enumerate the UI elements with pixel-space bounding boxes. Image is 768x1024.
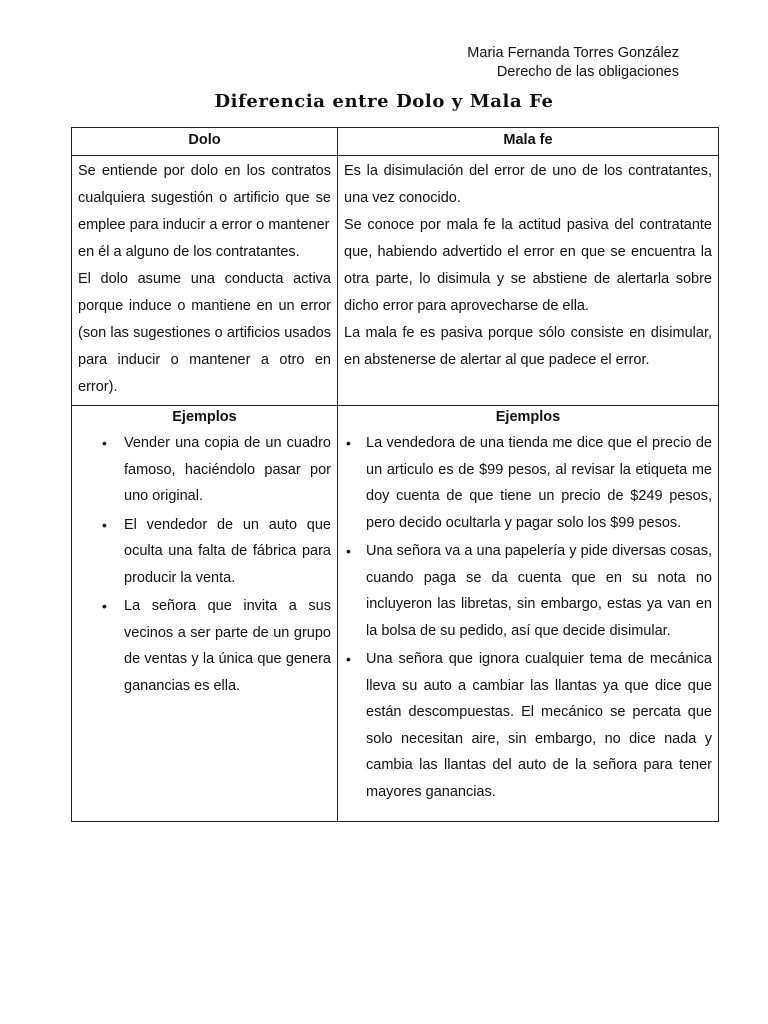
dolo-paragraph: en él a alguno de los contratantes. [78, 244, 300, 260]
bullet-icon: • [346, 651, 351, 667]
list-item [78, 593, 331, 699]
bullet-icon: • [102, 435, 107, 451]
examples-heading-dolo: Ejemplos [172, 409, 237, 425]
document-title: Diferencia entre Dolo y Mala Fe [214, 91, 554, 112]
list-item [78, 430, 331, 510]
list-item [344, 538, 712, 644]
header-row [72, 128, 719, 156]
example-text: El vendedor de un auto que oculta una falta de fábrica para producir la venta. [124, 516, 331, 586]
example-text: Vender una copia de un cuadro famoso, haciéndolo pasar por uno original. [124, 435, 331, 504]
bullet-icon: • [102, 598, 107, 614]
comparison-table [71, 127, 719, 822]
dolo-examples-list [78, 430, 331, 699]
dolo-examples-cell [72, 406, 338, 822]
example-text: La señora que invita a sus vecinos a ser parte de un grupo de ventas y la única que genera ganancias es ella. [124, 598, 331, 694]
bullet-icon: • [346, 435, 351, 451]
definition-row [72, 156, 719, 406]
author-name: Maria Fernanda Torres González [467, 45, 679, 61]
example-text: La vendedora de una tienda me dice que el precio de un articulo es de $99 pesos, al revisar la etiqueta me doy cuenta de que tiene un precio de $249 pesos, pero decido ocultarla y pagar solo los $99 pesos. [366, 435, 712, 531]
bullet-icon: • [102, 516, 107, 533]
course-name: Derecho de las obligaciones [496, 64, 679, 80]
mala-fe-paragraph: Se conoce por mala fe la actitud pasiva del contratante que, habiendo advertido el error en que se encuentra la otra parte, lo disimula y se abstiene de alertarla sobre dicho error para aprovecharse de ella. [344, 217, 712, 314]
mala-fe-paragraph: Es la disimulación del error de uno de los contratantes, una vez conocido. [344, 163, 712, 206]
examples-heading-mala-fe: Ejemplos [495, 409, 561, 425]
dolo-definition-cell [72, 156, 338, 406]
column-header-mala-fe: Mala fe [338, 128, 719, 156]
mala-fe-examples-cell [338, 406, 719, 822]
bullet-icon: • [346, 543, 351, 559]
dolo-paragraph: El dolo asume una conducta activa porque induce o mantiene en un error (son las sugestiones o artificios usados para inducir o mantener a otro en error). [78, 271, 331, 395]
example-text: Una señora que ignora cualquier tema de mecánica lleva su auto a cambiar las llantas ya que dice que están descompuestas. El mecánico se percata que solo necesitan aire, sin embargo, no dice nada y cambia las llantas del auto de la señora para tener mayores ganancias. [366, 651, 712, 800]
list-item [344, 430, 712, 536]
examples-row [72, 406, 719, 822]
author-block [467, 44, 679, 82]
mala-fe-definition-cell [338, 156, 719, 406]
column-header-dolo: Dolo [72, 128, 338, 156]
mala-fe-examples-list [344, 430, 712, 805]
list-item [78, 512, 331, 592]
mala-fe-paragraph: La mala fe es pasiva porque sólo consiste en disimular, en abstenerse de alertar al que padece el error. [344, 325, 712, 368]
list-item [344, 646, 712, 805]
dolo-paragraph: Se entiende por dolo en los contratos cualquiera sugestión o artificio que se emplee para inducir a error o mantener [78, 163, 331, 233]
example-text: Una señora va a una papelería y pide diversas cosas, cuando paga se da cuenta que en su nota no incluyeron las libretas, sin embargo, estas ya van en la bolsa de su pedido, así que decide disimular. [366, 543, 712, 639]
